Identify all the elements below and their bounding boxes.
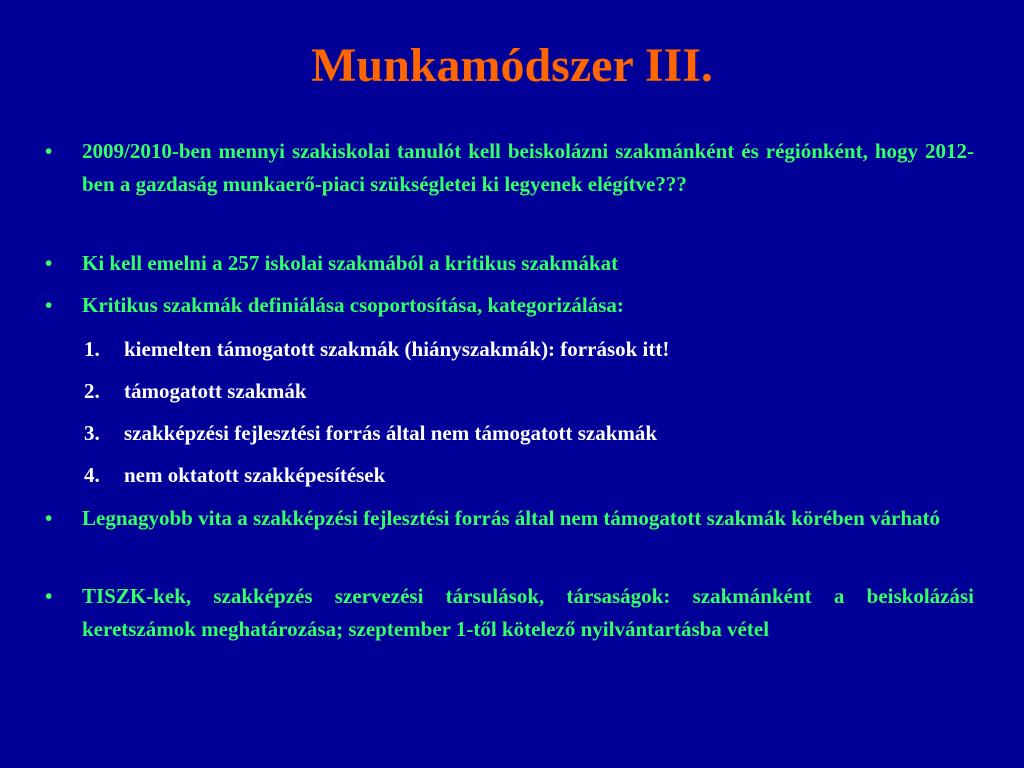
bullet-icon: • [45, 506, 53, 530]
item-number: 3. [84, 421, 100, 445]
item-text: szakképzési fejlesztési forrás által nem támogatott szakmák [124, 421, 658, 445]
item-text: kiemelten támogatott szakmák (hiányszakmák): források itt! [124, 337, 670, 361]
bullet-icon: • [45, 584, 53, 608]
bullet-text: Legnagyobb vita a szakképzési fejlesztési forrás által nem támogatott szakmák körében várható [82, 506, 940, 530]
bullet-text: 2009/2010-ben mennyi szakiskolai tanulót kell beiskolázni szakmánként és régiónként, hogy 2012-ben a gazdaság munkaerő-piaci szükségletei ki legyenek elégítve??? [82, 139, 974, 196]
item-text: nem oktatott szakképesítések [124, 463, 386, 487]
bullet-icon: • [45, 251, 53, 275]
item-number: 4. [84, 463, 100, 487]
item-text: támogatott szakmák [124, 379, 307, 403]
bullet-text: Kritikus szakmák definiálása csoportosítása, kategorizálása: [82, 293, 624, 317]
item-number: 2. [84, 379, 100, 403]
bullet-icon: • [45, 293, 53, 317]
bullet-text: TISZK-kek, szakképzés szervezési társulások, társaságok: szakmánként a beiskolázási keretszámok meghatározása; szeptember 1-től kötelező nyilvántartásba vétel [82, 584, 974, 641]
bullet-text: Ki kell emelni a 257 iskolai szakmából a kritikus szakmákat [82, 251, 619, 275]
bullet-icon: • [45, 139, 53, 163]
item-number: 1. [84, 337, 100, 361]
slide-title: Munkamódszer III. [311, 39, 713, 92]
